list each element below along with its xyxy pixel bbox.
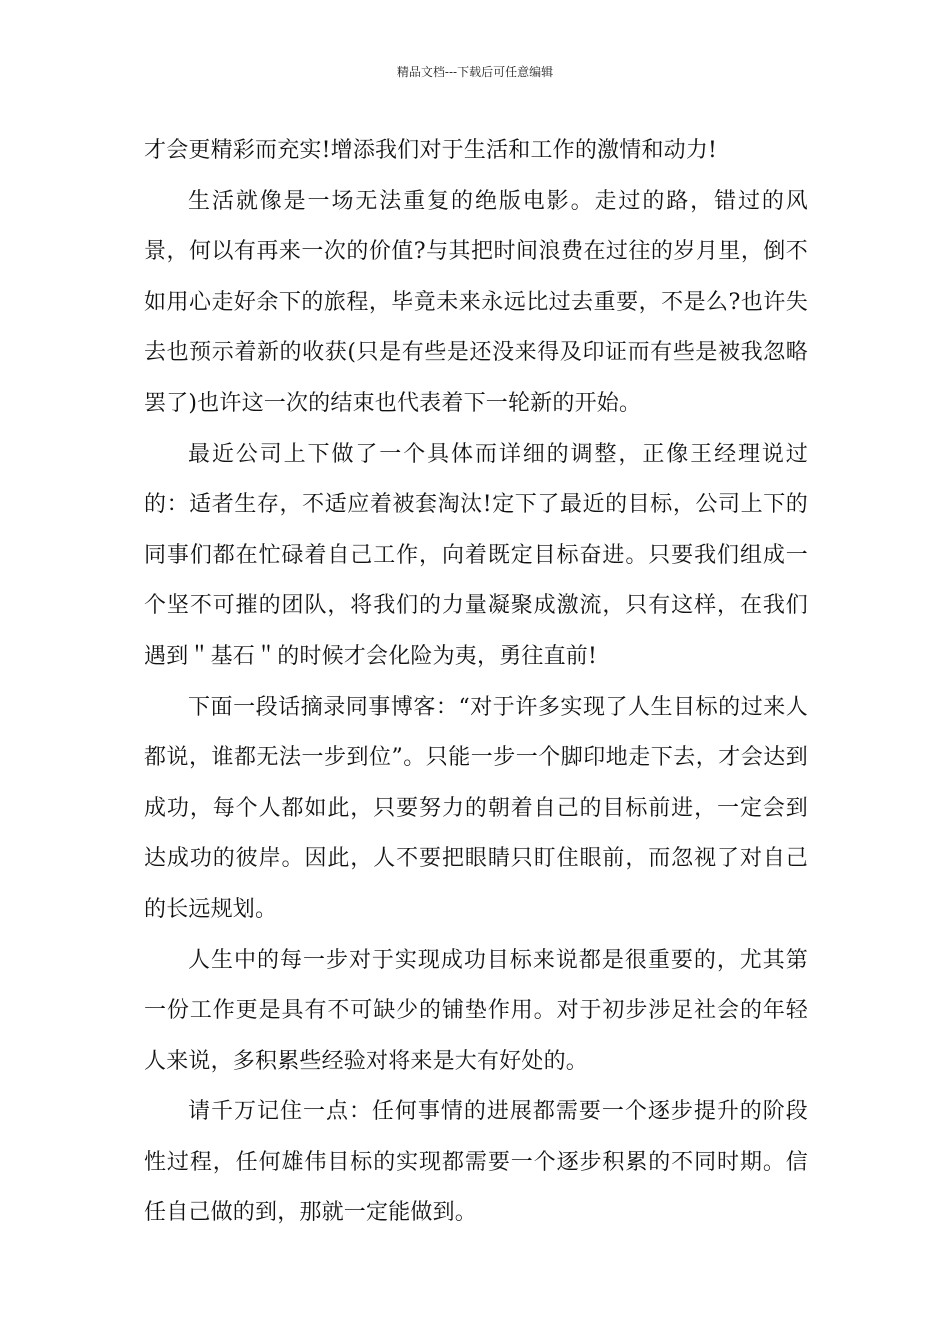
paragraph: 最近公司上下做了一个具体而详细的调整，正像王经理说过的：适者生存，不适应着被套淘汰!定下了最近的目标，公司上下的同事们都在忙碌着自己工作，向着既定目标奋进。只要我们组成一个坚不可摧的团队，将我们的力量凝聚成激流，只有这样，在我们遇到＂基石＂的时候才会化险为夷，勇往直前!	[144, 441, 808, 669]
paragraph: 请千万记住一点：任何事情的进展都需要一个逐步提升的阶段性过程，任何雄伟目标的实现都需要一个逐步积累的不同时期。信任自己做的到，那就一定能做到。	[144, 1099, 808, 1226]
paragraph: 下面一段话摘录同事博客：“对于许多实现了人生目标的过来人都说，谁都无法一步到位”。只能一步一个脚印地走下去，才会达到成功，每个人都如此，只要努力的朝着自己的目标前进，一定会到达成功的彼岸。因此，人不要把眼睛只盯住眼前，而忽视了对自己的长远规划。	[144, 694, 808, 922]
page-header: 精品文档---下载后可任意编辑	[396, 65, 554, 79]
paragraph: 人生中的每一步对于实现成功目标来说都是很重要的，尤其第一份工作更是具有不可缺少的铺垫作用。对于初步涉足社会的年轻人来说，多积累些经验对将来是大有好处的。	[144, 947, 808, 1074]
document-body	[144, 126, 808, 1239]
paragraph: 生活就像是一场无法重复的绝版电影。走过的路，错过的风景，何以有再来一次的价值?与其把时间浪费在过往的岁月里，倒不如用心走好余下的旅程，毕竟未来永远比过去重要，不是么?也许失去也预示着新的收获(只是有些是还没来得及印证而有些是被我忽略罢了)也许这一次的结束也代表着下一轮新的开始。	[144, 188, 808, 416]
paragraph-continuation: 才会更精彩而充实!增添我们对于生活和工作的激情和动力!	[144, 138, 718, 163]
